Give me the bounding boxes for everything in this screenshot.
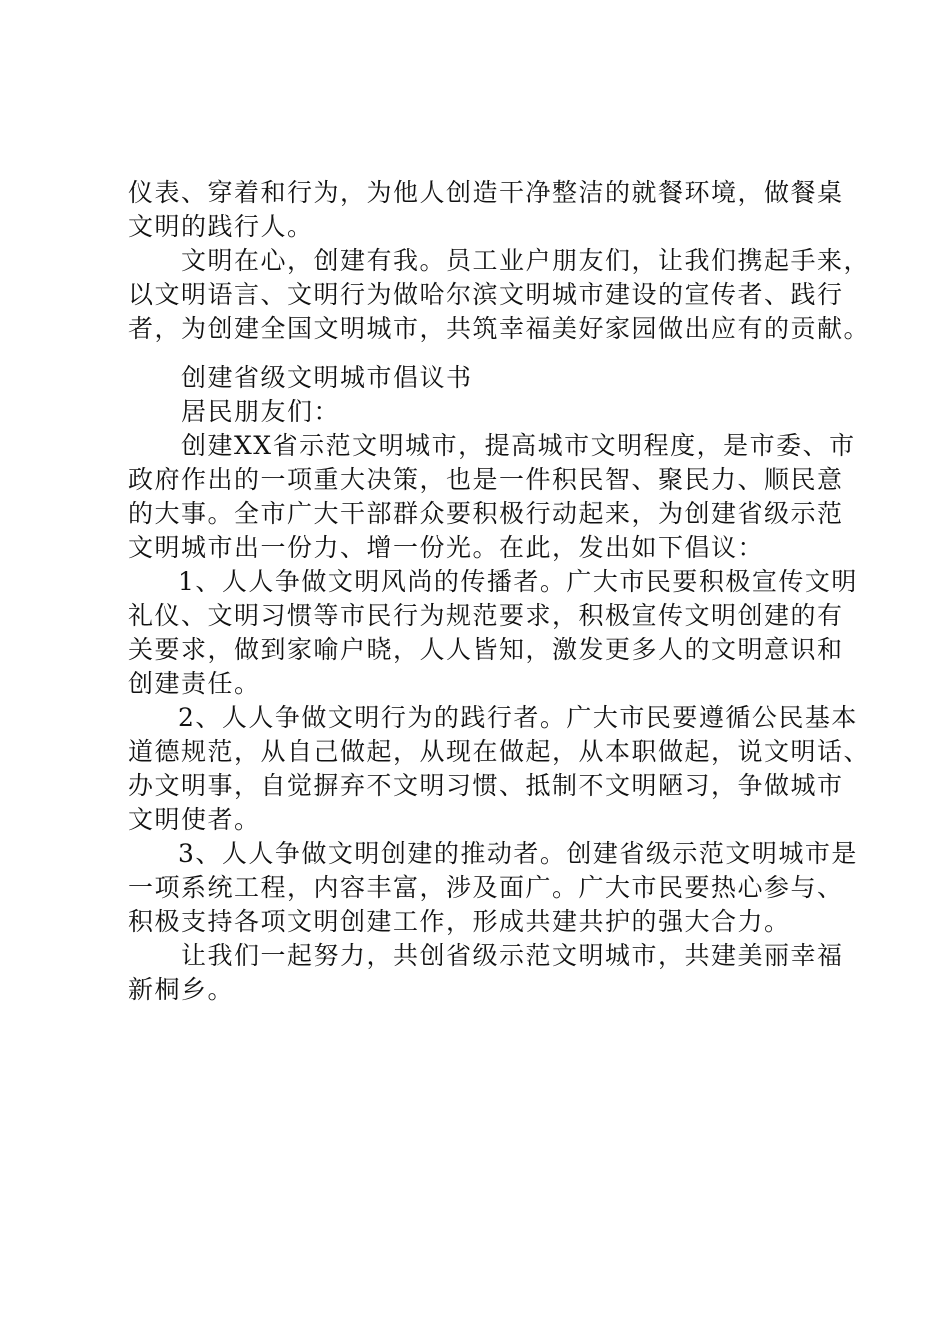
- text-line: 创建责任。: [128, 669, 261, 698]
- text-line: 礼仪、文明习惯等市民行为规范要求，积极宣传文明创建的有: [128, 601, 844, 630]
- salutation: 居民朋友们：: [181, 397, 341, 426]
- text-line: 以文明语言、文明行为做哈尔滨文明城市建设的宣传者、践行: [128, 280, 844, 309]
- list-item-1: 1、人人争做文明风尚的传播者。广大市民要积极宣传文明: [178, 567, 858, 596]
- text-line: 文明使者。: [128, 805, 261, 834]
- text-line: 一项系统工程，内容丰富，涉及面广。广大市民要热心参与、: [128, 873, 844, 902]
- closing-paragraph: 让我们一起努力，共创省级示范文明城市，共建美丽幸福: [181, 941, 844, 970]
- text-line: 的大事。全市广大干部群众要积极行动起来，为创建省级示范: [128, 499, 844, 528]
- list-item-2: 2、人人争做文明行为的践行者。广大市民要遵循公民基本: [178, 703, 858, 732]
- text-line: 新桐乡。: [128, 975, 235, 1004]
- text-line: 政府作出的一项重大决策，也是一件积民智、聚民力、顺民意: [128, 465, 844, 494]
- paragraph-start: 文明在心，创建有我。员工业户朋友们，让我们携起手来，: [181, 246, 871, 275]
- text-line: 文明的践行人。: [128, 212, 314, 241]
- text-line: 道德规范，从自己做起，从现在做起，从本职做起，说文明话、: [128, 737, 871, 766]
- text-line: 者，为创建全国文明城市，共筑幸福美好家园做出应有的贡献。: [128, 314, 871, 343]
- list-item-3: 3、人人争做文明创建的推动者。创建省级示范文明城市是: [178, 839, 858, 868]
- section-title: 创建省级文明城市倡议书: [181, 363, 473, 392]
- text-line: 仪表、穿着和行为，为他人创造干净整洁的就餐环境，做餐桌: [128, 178, 844, 207]
- text-line: 关要求，做到家喻户晓，人人皆知，激发更多人的文明意识和: [128, 635, 844, 664]
- text-line: 办文明事，自觉摒弃不文明习惯、抵制不文明陋习，争做城市: [128, 771, 844, 800]
- paragraph-start: 创建XX省示范文明城市，提高城市文明程度，是市委、市: [181, 431, 856, 460]
- text-line: 积极支持各项文明创建工作，形成共建共护的强大合力。: [128, 907, 791, 936]
- text-line: 文明城市出一份力、增一份光。在此，发出如下倡议：: [128, 533, 765, 562]
